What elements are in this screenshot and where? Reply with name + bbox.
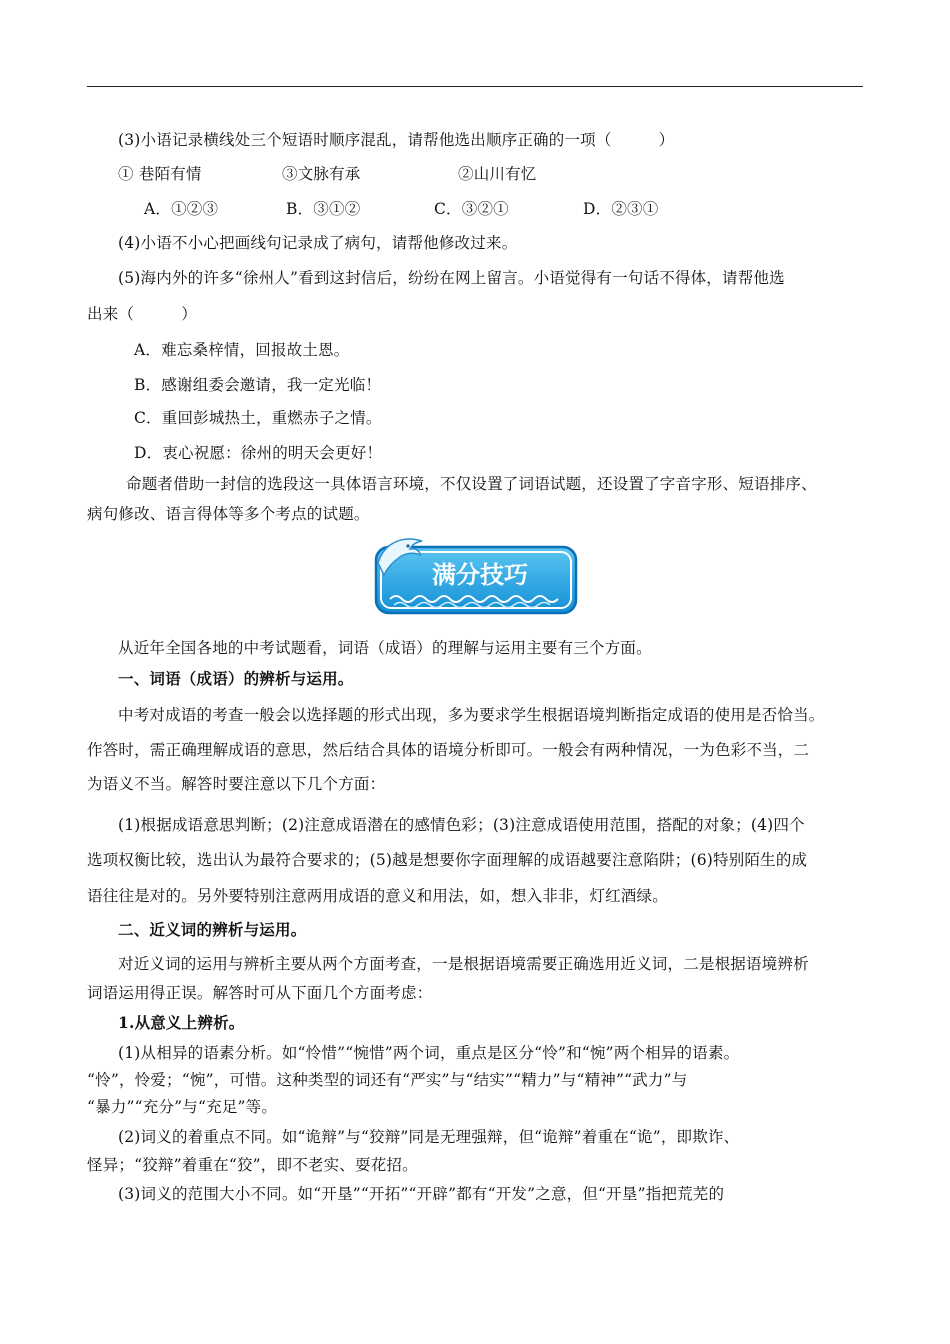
section2-para1-line1: 对近义词的运用与辨析主要从两个方面考查，一是根据语境需要正确选用近义词，二是根据语境辨析 — [118, 955, 809, 973]
section2-para1-line2: 词语运用得正误。解答时可从下面几个方面考虑： — [87, 984, 433, 1002]
summary-line-1: 命题者借助一封信的选段这一具体语言环境，不仅设置了词语试题，还设置了字音字形、短语排序、 — [126, 475, 817, 493]
q3-item-1: ① 巷陌有情 — [118, 165, 202, 183]
section2-item2-line2: 怪异；“狡辩”着重在“狡”，即不老实、耍花招。 — [87, 1156, 418, 1174]
q3-option-b: B．③①② — [286, 200, 361, 218]
section1-para1-line2: 作答时，需正确理解成语的意思，然后结合具体的语境分析即可。一般会有两种情况，一为色彩不当，二 — [87, 741, 810, 759]
section2-heading: 二、近义词的辨析与运用。 — [118, 920, 307, 939]
q4-stem: (4)小语不小心把画线句记录成了病句，请帮他修改过来。 — [118, 234, 518, 252]
full-score-tips-badge — [370, 533, 582, 619]
q3-item-2: ③文脉有承 — [282, 165, 361, 183]
q3-stem: (3)小语记录横线处三个短语时顺序混乱，请帮他选出顺序正确的一项（ ） — [118, 131, 675, 149]
q5-option-a: A．难忘桑梓情，回报故土恩。 — [134, 341, 350, 359]
header-rule — [87, 86, 863, 87]
section2-item3-line1: (3)词义的范围大小不同。如“开垦”“开拓”“开辟”都有“开发”之意，但“开垦”指把荒芜的 — [118, 1185, 725, 1203]
section1-para1-line3: 为语义不当。解答时要注意以下几个方面： — [87, 775, 386, 793]
intro-text: 从近年全国各地的中考试题看，词语（成语）的理解与运用主要有三个方面。 — [118, 639, 652, 657]
section2-item2-line1: (2)词义的着重点不同。如“诡辩”与“狡辩”同是无理强辩，但“诡辩”着重在“诡”，即欺诈、 — [118, 1128, 740, 1146]
q3-option-c: C．③②① — [434, 200, 509, 218]
q5-option-c: C．重回彭城热土，重燃赤子之情。 — [134, 409, 382, 427]
section1-para2-line3: 语往往是对的。另外要特别注意两用成语的意义和用法，如，想入非非，灯红酒绿。 — [87, 887, 668, 905]
q3-option-a: A．①②③ — [144, 200, 219, 218]
section2-sub1: 1.从意义上辨析。 — [118, 1013, 245, 1032]
section1-heading: 一、词语（成语）的辨析与运用。 — [118, 669, 354, 688]
q3-item-3: ②山川有忆 — [458, 165, 537, 183]
section1-para2-line2: 选项权衡比较，选出认为最符合要求的；(5)越是想要你字面理解的成语越要注意陷阱；(6)特别陌生的成 — [87, 851, 808, 869]
q5-stem-line2: 出来（ ） — [87, 305, 197, 323]
summary-line-2: 病句修改、语言得体等多个考点的试题。 — [87, 505, 370, 523]
q5-stem-line1: (5)海内外的许多“徐州人”看到这封信后，纷纷在网上留言。小语觉得有一句话不得体，请帮他选 — [118, 269, 785, 287]
q3-option-d: D．②③① — [583, 200, 659, 218]
section2-item1-line1: (1)从相异的语素分析。如“怜惜”“惋惜”两个词，重点是区分“怜”和“惋”两个相异的语素。 — [118, 1044, 740, 1062]
q5-option-d: D．衷心祝愿：徐州的明天会更好！ — [134, 444, 383, 462]
q5-option-b: B．感谢组委会邀请，我一定光临！ — [134, 376, 382, 394]
dolphin-banner-icon — [370, 533, 582, 619]
section2-item1-line3: “暴力”“充分”与“充足”等。 — [87, 1098, 278, 1116]
section1-para2-line1: (1)根据成语意思判断；(2)注意成语潜在的感情色彩；(3)注意成语使用范围，搭配的对象；(4)四个 — [118, 816, 805, 834]
section2-item1-line2: “怜”，怜爱；“惋”，可惜。这种类型的词还有“严实”与“结实”“精力”与“精神”“武力”与 — [87, 1071, 688, 1089]
badge-label: 满分技巧 — [432, 561, 528, 589]
section1-para1-line1: 中考对成语的考查一般会以选择题的形式出现，多为要求学生根据语境判断指定成语的使用是否恰当。 — [118, 706, 825, 724]
